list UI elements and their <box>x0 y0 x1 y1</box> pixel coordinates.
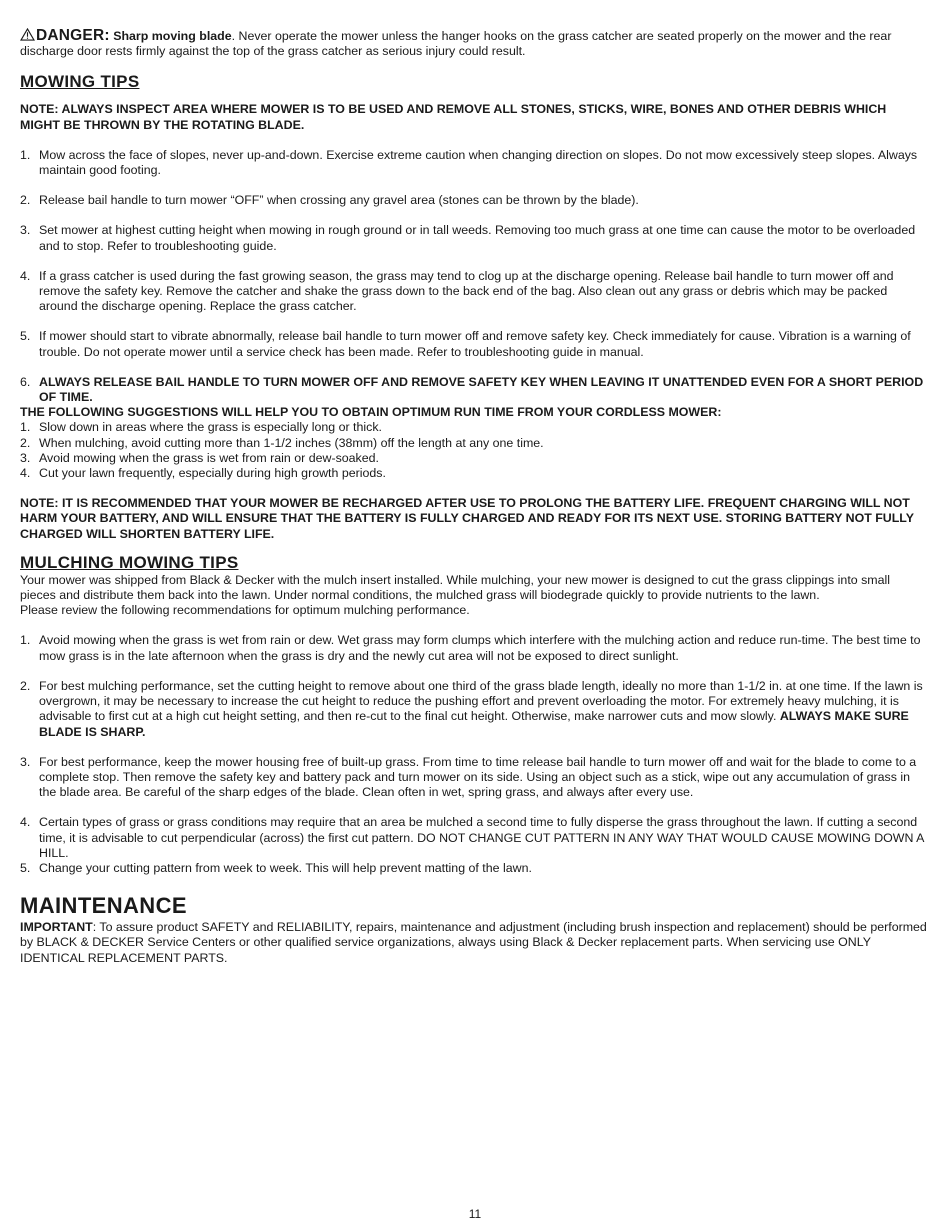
maintenance-text: : To assure product SAFETY and RELIABILITY, repairs, maintenance and adjustment (including brush inspection and replacement) should be performed by BLACK & DECKER Service Centers or other qualified service organizations, always using Black & Decker replacement parts. When servicing use ONLY IDENTICAL REPLACEMENT PARTS. <box>20 920 927 965</box>
danger-label: DANGER: <box>36 27 110 44</box>
page-number: 11 <box>468 1207 482 1221</box>
list-item: 5. If mower should start to vibrate abnormally, release bail handle to turn mower off and remove safety key. Check immediately for cause. Vibration is a warning of trouble. Do not operate mower until a service check has been made. Refer to troubleshooting guide in manual. <box>20 329 911 359</box>
mulching-intro: Your mower was shipped from Black & Decker with the mulch insert installed. While mulching, your new mower is designed to cut the grass clippings into small pieces and distribute them back into the lawn. Under normal conditions, the mulched grass will biodegrade quickly to provide nutrients to the lawn. <box>20 572 891 603</box>
mowing-tips-list <box>20 148 928 360</box>
page-content <box>20 28 928 966</box>
list-item: 3. For best performance, keep the mower housing free of built-up grass. From time to time release bail handle to turn mower off and wait for the blade to come to a complete stop. Then remove the safety key and battery pack and turn mower on its side. Using an object such as a stick, wipe out any accumulation of grass in the blade area. Be careful of the sharp edges of the blade. Clean often in wet, spring grass, and always after every use. <box>20 754 917 800</box>
danger-text: . Never operate the mower unless the hanger hooks on the grass catcher are seated properly on the mower and the rear discharge door rests firmly against the top of the grass catcher as serious injury could result. <box>20 29 892 59</box>
mulching-tips-list-continued <box>20 815 928 876</box>
list-item: 4. Certain types of grass or grass conditions may require that an area be mulched a second time to fully disperse the grass throughout the lawn. If cutting a second time, it is advisable to cut perpendicular (across) the first cut pattern. DO NOT CHANGE CUT PATTERN IN ANY WAY THAT WOULD CAUSE MOWING DOWN A HILL. <box>20 815 924 860</box>
list-item: 1. Slow down in areas where the grass is especially long or thick. <box>20 420 382 435</box>
suggestions-list <box>20 420 928 481</box>
list-item: 2. When mulching, avoid cutting more than 1-1/2 inches (38mm) off the length at any one time. <box>20 435 544 450</box>
suggestions-heading: THE FOLLOWING SUGGESTIONS WILL HELP YOU TO OBTAIN OPTIMUM RUN TIME FROM YOUR CORDLESS MOWER: <box>20 405 722 420</box>
maintenance-heading: MAINTENANCE <box>20 893 187 919</box>
list-item: 2. Release bail handle to turn mower “OFF” when crossing any gravel area (stones can be thrown by the blade). <box>20 193 639 208</box>
important-label: IMPORTANT <box>20 920 93 935</box>
danger-paragraph <box>20 28 928 59</box>
mowing-tips-heading: MOWING TIPS <box>20 72 140 92</box>
list-item: 2. For best mulching performance, set the cutting height to remove about one third of the grass blade length, ideally no more than 1-1/2 in. at one time. If the lawn is overgrown, it may be necessary to increase the cut height to reduce the pushing effort and prevent overloading the motor. For extremely heavy mulching, it is advisable to first cut at a high cut height setting, and then re-cut to the final cut height. Otherwise, make narrower cuts and mow slowly. ALWAYS MAKE SURE BLADE IS SHARP. <box>20 678 923 739</box>
list-item: 1. Avoid mowing when the grass is wet from rain or dew. Wet grass may form clumps which interfere with the mulching action and reduce run-time. The best time to mow grass is in the late afternoon when the grass is dry and the newly cut area will not be exposed to direct sunlight. <box>20 633 921 663</box>
mowing-tips-list-bold <box>20 375 928 405</box>
list-item: 5. Change your cutting pattern from week to week. This will help prevent matting of the lawn. <box>20 860 532 875</box>
warning-triangle-icon <box>20 28 35 41</box>
list-item: 1. Mow across the face of slopes, never up-and-down. Exercise extreme caution when changing direction on slopes. Do not mow excessively steep slopes. Always maintain good footing. <box>20 147 918 178</box>
list-item: 3. Set mower at highest cutting height when mowing in rough ground or in tall weeds. Removing too much grass at one time can cause the motor to be overloaded and to stop. Refer to troubleshooting guide. <box>20 223 916 253</box>
inspect-area-note: NOTE: ALWAYS INSPECT AREA WHERE MOWER IS TO BE USED AND REMOVE ALL STONES, STICKS, WIRE, BONES AND OTHER DEBRIS WHICH MIGHT BE THROWN BY THE ROTATING BLADE. <box>20 102 887 132</box>
battery-note: NOTE: IT IS RECOMMENDED THAT YOUR MOWER BE RECHARGED AFTER USE TO PROLONG THE BATTERY LIFE. FREQUENT CHARGING WILL NOT HARM YOUR BATTERY, AND WILL ENSURE THAT THE BATTERY IS FULLY CHARGED AND READY FOR ITS NEXT USE. STORING BATTERY NOT FULLY CHARGED WILL SHORTEN BATTERY LIFE. <box>20 496 914 541</box>
sharp-blade-warning: ALWAYS MAKE SURE BLADE IS SHARP. <box>39 709 909 739</box>
mulching-tips-heading: MULCHING MOWING TIPS <box>20 552 239 572</box>
maintenance-paragraph <box>20 920 928 966</box>
list-item: 6. ALWAYS RELEASE BAIL HANDLE TO TURN MOWER OFF AND REMOVE SAFETY KEY WHEN LEAVING IT UNATTENDED EVEN FOR A SHORT PERIOD OF TIME. <box>20 374 924 405</box>
danger-lead: Sharp moving blade <box>113 29 232 43</box>
mulching-tips-list <box>20 633 928 800</box>
mulching-review: Please review the following recommendations for optimum mulching performance. <box>20 603 470 618</box>
list-item: 3. Avoid mowing when the grass is wet from rain or dew-soaked. <box>20 450 379 465</box>
list-item: 4. Cut your lawn frequently, especially during high growth periods. <box>20 466 386 481</box>
list-item: 4. If a grass catcher is used during the fast growing season, the grass may tend to clog up at the discharge opening. Release bail handle to turn mower off and remove the safety key. Remove the catcher and shake the grass down to the back end of the bag. Also clean out any grass or debris which may be packed around the discharge opening. Replace the grass catcher. <box>20 268 894 314</box>
